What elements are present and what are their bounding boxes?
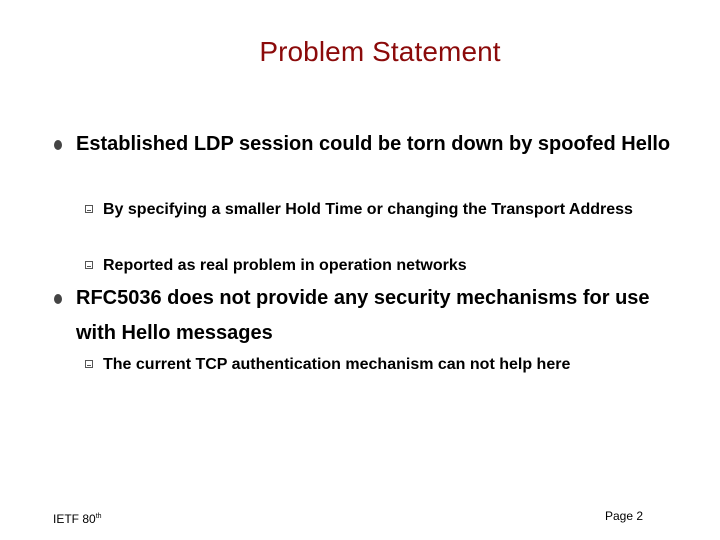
sub-bullet-text: Reported as real problem in operation networks (103, 257, 467, 274)
sub-bullet-text: By specifying a smaller Hold Time or changing the Transport Address (103, 201, 633, 218)
bullet-text: RFC5036 does not provide any security mechanisms for use with Hello messages (76, 287, 650, 344)
sub-bullet-text: The current TCP authentication mechanism can not help here (103, 356, 571, 373)
bullet-dot-icon (54, 140, 62, 150)
bullet-square-icon (85, 205, 93, 213)
bullet-square-icon (85, 360, 93, 368)
bullet-dot-icon (54, 294, 62, 304)
bullet-item-1 (76, 127, 686, 162)
sub-bullet-item-1-1 (103, 196, 663, 224)
sub-bullet-item-2-1 (103, 351, 663, 379)
footer-event (53, 512, 102, 526)
footer-event-superscript: th (95, 513, 102, 520)
sub-bullet-item-1-2 (103, 252, 663, 280)
slide-title: Problem Statement (259, 36, 501, 67)
bullet-text: Established LDP session could be torn down by spoofed Hello (76, 133, 671, 155)
footer-event-text: IETF 80 (53, 512, 96, 526)
bullet-square-icon (85, 261, 93, 269)
bullet-item-2 (76, 281, 686, 351)
page-number: Page 2 (605, 509, 644, 523)
